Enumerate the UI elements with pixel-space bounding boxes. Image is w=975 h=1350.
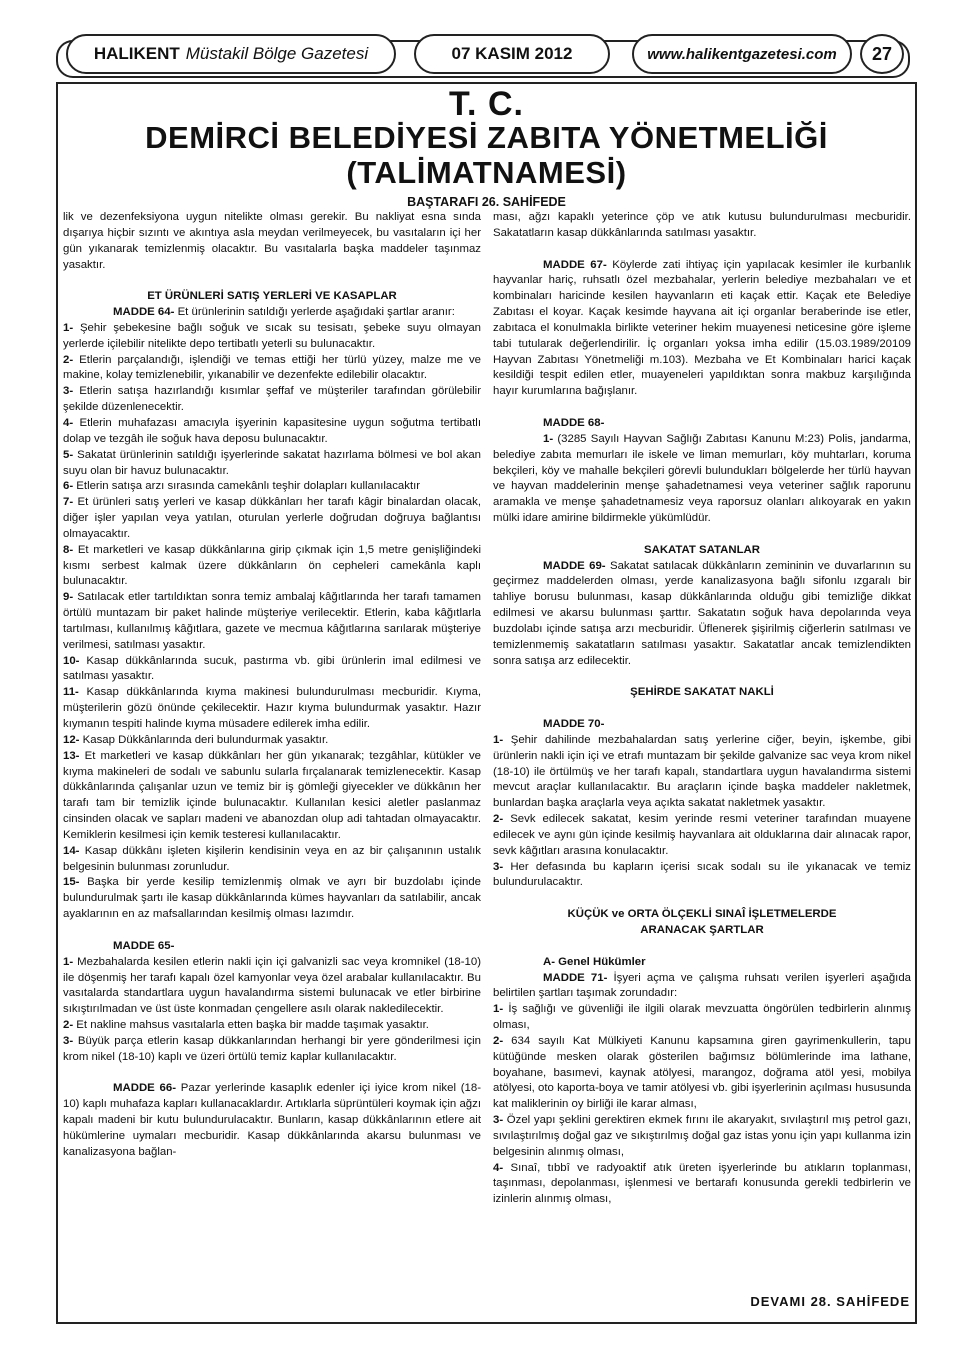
subsection-heading: A- Genel Hükümler xyxy=(543,955,646,968)
left-column xyxy=(63,210,481,1161)
website-url[interactable]: www.halikentgazetesi.com xyxy=(632,34,852,74)
list-item: 8- Et marketleri ve kasap dükkânlarına girip çıkmak için 1,5 metre genişliğindeki kısmı serbest kalmak üzere dükkânların ön cepheleri camekânla kaplı bulunacaktır. xyxy=(63,543,481,588)
list-item: 12- Kasap Dükkânlarında deri bulundurmak yasaktır. xyxy=(63,733,329,746)
list-item: 4- Sınaî, tıbbî ve radyoaktif atık üreten işyerlerinde bu atıkların toplanması, taşınması, depolanması, işlenmesi ve bertarafı konusunda gerekli tedbirlerin ve izinlerin alınmış olması, xyxy=(493,1161,911,1206)
article-label: MADDE 66- xyxy=(113,1082,176,1095)
article-69: MADDE 69- Sakatat satılacak dükkânların zemininin ve duvarlarının su geçirmez maddelerden olması, yerde kanalizasyona bağlı sifonlu ızgaralı bir tahliye borusu bulunması, kasap dükkânlarında olduğu gibi temizliğe dikkat edilmesi ve akarsu bulunması şarttır. Sakatatın soğuk hava depolarında veya buzdolabı içinde satışa arzı mecburidir. Üflenerek şişirilmiş ciğerlerin satılması ve temizlenmemiş sakatatların satılması yasaktır. Sakatatlar ancak temizlendikten sonra satışa arz edilecektir. xyxy=(493,559,911,667)
article-70-label: MADDE 70- xyxy=(543,718,605,730)
title-line-3: (TALİMATNAMESİ) xyxy=(346,155,627,190)
newspaper-name xyxy=(66,34,396,74)
list-item: 1- (3285 Sayılı Hayvan Sağlığı Zabıtası Kanunu M:23) Polis, jandarma, belediye zabıta memurları ile iskele ve liman memurları, köy muhtarları, koruma bekçileri, köy ve mahalle bekçileri görevli bulundukları bölgelerde her türlü hayvan ve hayvan maddelerinin menşe şahadetnamesi veya veteriner sağlık raporunu aramakla ve menşe şahadetnamesiz veya raporsuz olanları alıkoyarak en yakın mülki idare amirine bildirmekle yükümlüdür. xyxy=(493,432,911,525)
list-item: 3- Her defasında bu kapların içerisi sıcak sodalı su ile yıkanacak ve temiz bulundurulacaktır. xyxy=(493,860,911,889)
article-66: MADDE 66- Pazar yerlerinde kasaplık edenler içi iyice krom nikel (18-10) kaplı muhafaza kapları kullanacaklardır. Artıklarla süprüntüleri koymak için ağzı kapalı madeni bir kutu bulundurulacaktır. Bunların, kasap dükkânlarının etlere ait hükümlerine uymaları mecburidir. Kasap dükkânlarında akarsu bulunması ve kanalizasyona bağlan- xyxy=(63,1082,481,1158)
list-item: 1- Mezbahalarda kesilen etlerin nakli için içi galvanizli sac veya kromnikel (18-10) ile döşenmiş her tarafı kapalı özel kamyonlar veya özel arabalar kullanılacaktır. Bu vasıtalarda standartlara uygun havalandırma sistemi bulunacak ve etler birbirine sıkıştırılmadan ve üst üste konmadan çengellere asılı olarak nakledilecektir. xyxy=(63,955,481,1016)
article-64: MADDE 64- Et ürünlerinin satıldığı yerlerde aşağıdaki şartlar aranır: xyxy=(63,305,481,321)
brand-name: HALIKENT xyxy=(93,44,180,63)
list-item: 3- Özel yapı şeklini gerektiren ekmek fırını ile akaryakıt, sıvılaştırıl mış petrol gazı, sıvılaştırılmış doğal gaz ve sıkıştırılmış doğal gaz istas yonu için yapı kullanma izin belgesinin alınmış olması, xyxy=(493,1114,911,1158)
list-item: 13- Et marketleri ve kasap dükkânları her gün yıkanarak; tezgâhlar, kütükler ve kıyma makineleri de sodalı ve sabunlu sularla fırçalanarak temizlenecektir. Kasap dükkânlarında çalışanlar uzun ve temiz bir iş gömleği giyecekler ve dükkânın her tarafı tam bir temizlik içinde bulunacaktır. Kullanılan kesici aletler paslanmaz cinsinden olacak ve sapları madeni ve abanozdan olup adi tahtadan olmayacaktır. Kemiklerin kesilmesi için kemik testeresi kullanılacaktır. xyxy=(63,749,481,841)
article-65-label: MADDE 65- xyxy=(113,939,175,952)
right-column xyxy=(493,210,911,1208)
article-label: MADDE 67- xyxy=(543,258,607,271)
section-heading: SAKATAT SATANLAR xyxy=(644,543,760,556)
list-item: 9- Satılacak etler tartıldıktan sonra temiz ambalaj kâğıtlarında her tarafı tamamen örtülü muntazam bir paket halinde müşteriye verilecektir. Etlerin, kaba kâğıtlarla tartılması, kullanılmış kâğıtlara, gazete ve mecmua kâğıtlarına sarılarak müşteriye verilmesi, satılması yasaktır. xyxy=(63,591,481,651)
list-item: 2- Et nakline mahsus vasıtalarla etten başka bir madde taşımak yasaktır. xyxy=(63,1019,429,1032)
paragraph: ması, ağzı kapaklı yeterince çöp ve atık kutusu bulundurulması mecburidir. Sakatatların kasap dükkânlarında satılması yasaktır. xyxy=(493,211,911,239)
brand-subtitle: Müstakil Bölge Gazetesi xyxy=(185,44,369,63)
list-item: 6- Etlerin satışa arzı sırasında camekânlı teşhir dolapları kullanılacaktır xyxy=(63,480,421,493)
list-item: 5- Sakatat ürünlerinin satıldığı işyerlerinde sakatat hazırlama bölmesi ve bol akan suyu olan bir havuz bulunacaktır. xyxy=(63,448,481,477)
section-heading: ET ÜRÜNLERİ SATIŞ YERLERİ VE KASAPLAR xyxy=(147,290,397,303)
paragraph: lik ve dezenfeksiyona uygun nitelikte olması gerekir. Bu nakliyat esna sında dışarıya hiçbir sızıntı ve akıntıya asla meydan verilmeyecek, bu vasıtaların içi her gün yıkanarak temizlenmiş olacaktır. Bu vasıtalarla başka maddeler taşınmaz yasaktır. xyxy=(63,211,481,271)
list-item: 2- Etlerin parçalandığı, işlendiği ve temas ettiği her türlü yüzey, malze me ve makine, kolay temizlenebilir, yıkanabilir ve dezenfekte edilebilir olacaktır. xyxy=(63,353,481,382)
list-item: 2- 634 sayılı Kat Mülkiyeti Kanunu kapsamına giren gayrimenkullerin, tapu kütüğünde mesken olarak gösterilen bağımsız bölümlerinde ima lathane, boyahane, basımevi, kaynak atölyesi, marangoz, doğrama atöl yesi, mobilya atölyesi, oto kaporta-boya ve tamir atölyesi vb. gibi işyerlerinin açılması hususunda kat maliklerinin oy birliği ile karar alması, xyxy=(493,1034,911,1111)
article-67: MADDE 67- Köylerde zati ihtiyaç için yapılacak kesimler ile kurbanlık hayvanlar hariç, ruhsatlı özel mezbahalar, yerlerin belediye mezbahaları ve et kombinaları haricinde kesilen hayvanların eti kaçak ettir. Kaçak ete Belediye Zabıtası el koyar. Kaçak kesimde hayvana ait içi organlar beraberinde ise etler, zabıtaca el konulmakla birlikte veteriner hekim muayenesi neticesine göre işleme tabi tutularak değerlendirilir. İç organları yoksa imha edilir (15.03.1989/20109 Hayvan Zabıtası Yönetmeliği m.103). Mezbaha ve Et Kombinaları harici kaçak kesildiği tespit edilen etler, muayeneleri yapıldıktan sonra makbuz karşılığında hayır kurumlarına bağışlanır. xyxy=(493,258,911,398)
issue-date: 07 KASIM 2012 xyxy=(414,34,610,74)
list-item: 1- Şehir şebekesine bağlı soğuk ve sıcak su tesisatı, şebeke suyu olmayan yerlerde içilebilir nitelikte depo tertibatlı yeterli su bulunacaktır. xyxy=(63,321,481,350)
list-item: 11- Kasap dükkânlarında kıyma makinesi bulundurulması mecburidir. Kıyma, müşterilerin gözü önünde çekilecektir. Hazır kıyma bulundurmak yasaktır. Hazır kıymanın tespiti halinde kıyma müsadere edilerek imha edilir. xyxy=(63,686,481,730)
list-item: 3- Büyük parça etlerin kasap dükkanlarından herhangi bir yere gönderilmesi için krom nikel (18-10) kaplı ve üzeri örtülü temiz kaplar kullanılacaktır. xyxy=(63,1034,481,1063)
list-item: 14- Kasap dükkânı işleten kişilerin kendisinin veya en az bir çalışanının ustalık belgesinin bulunması zorunludur. xyxy=(63,844,481,873)
list-item: 1- İş sağlığı ve güvenliği ile ilgili olarak mevzuatta öngörülen tedbirlerin alınmış olması, xyxy=(493,1003,911,1032)
article-68-label: MADDE 68- xyxy=(543,416,605,429)
section-heading: KÜÇÜK ve ORTA ÖLÇEKLİ SINAÎ İŞLETMELERDE xyxy=(567,908,837,921)
section-heading: ARANACAK ŞARTLAR xyxy=(640,923,764,936)
list-item: 15- Başka bir yerde kesilip temizlenmiş olmak ve ayrı bir buzdolabı içinde bulundurulmak şartı ile kasap dükkânlarında kümes hayvanları da satılabilir, ancak ayaklarının en az mafsallarından kesilmiş olması lazımdır. xyxy=(63,876,481,921)
list-item: 10- Kasap dükkânlarında sucuk, pastırma vb. gibi ürünlerin imal edilmesi ve satılması yasaktır. xyxy=(63,654,481,683)
masthead xyxy=(52,34,910,80)
page-number: 27 xyxy=(860,34,904,74)
list-item: 1- Şehir dahilinde mezbahalardan satış yerlerine ciğer, beyin, işkembe, gibi ürünlerin nakli için içi ve etrafı muntazam bir şekilde galvanize sac veya krom nikel (18-10) ile örtülmüş ve her tarafı kapalı, standartlara uygun havalandırma sistemi mevcut araçlar kullanılacaktır. Bu araçların içinde başka maddeler nakletmek, bunlardan başka araçlarla veya açıkta sakatat nakletmek yasaktır. xyxy=(493,733,911,810)
list-item: 4- Etlerin muhafazası amacıyla işyerinin kapasitesine uygun soğutma tertibatlı dolap ve tezgâh ile soğuk hava deposu bulunacaktır. xyxy=(63,416,481,445)
continued-from: BAŞTARAFI 26. SAHİFEDE xyxy=(407,195,566,209)
title-line-1: T. C. xyxy=(449,85,524,123)
section-heading: ŞEHİRDE SAKATAT NAKLİ xyxy=(630,686,774,699)
article-label: MADDE 64- xyxy=(113,306,175,319)
list-item: 7- Et ürünleri satış yerleri ve kasap dükkânları her tarafı kâgir binalardan olacak, diğer işler yapılan veya yatılan, oturulan yerlerle doğrudan doğruya bağlantısı olmayacaktır. xyxy=(63,496,481,540)
article-label: MADDE 69- xyxy=(543,559,606,572)
continued-to: DEVAMI 28. SAHİFEDE xyxy=(750,1294,910,1309)
list-item: 2- Sevk edilecek sakatat, kesim yerinde resmi veteriner tarafından muayene edilecek ve aynı gün içinde kesilmiş hayvanlara ait olduklarına dair alınacak rapor, sevk kâğıtları arasına konulacaktır. xyxy=(493,813,911,857)
article-71: MADDE 71- İşyeri açma ve çalışma ruhsatı verilen işyerleri aşağıda belirtilen şartları taşımak zorundadır: xyxy=(493,971,911,1000)
article-label: MADDE 71- xyxy=(543,971,608,984)
title-line-2: DEMİRCİ BELEDİYESİ ZABITA YÖNETMELİĞİ xyxy=(145,120,828,155)
list-item: 3- Etlerin satışa hazırlandığı kısımlar şeffaf ve müşteriler tarafından görülebilir şekilde düzenlenecektir. xyxy=(63,385,481,414)
